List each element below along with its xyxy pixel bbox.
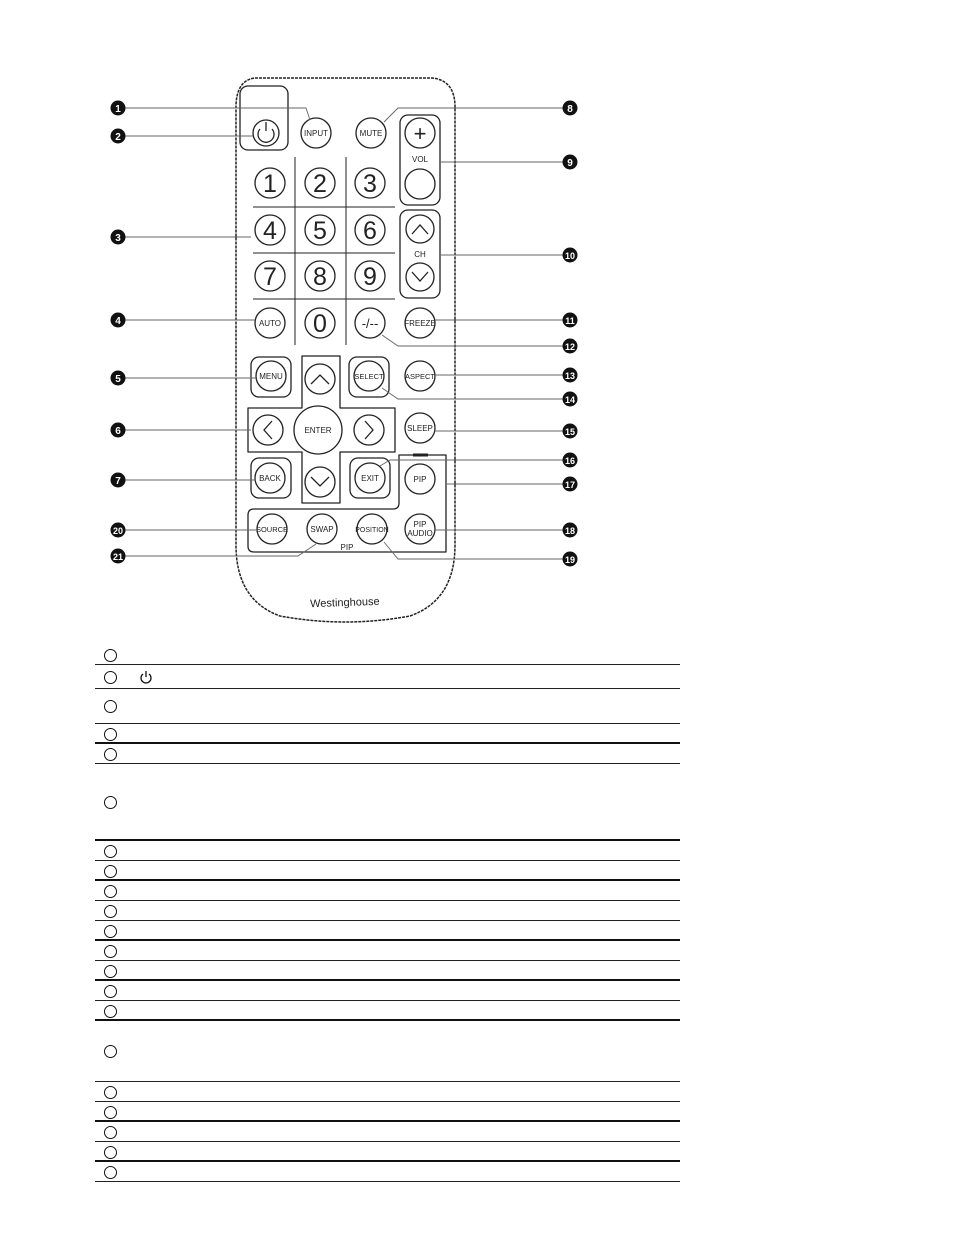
callout-number: 10 xyxy=(564,251,576,261)
digit-label: 3 xyxy=(363,170,377,198)
aspect-button-label: ASPECT xyxy=(404,372,436,381)
enter-button[interactable] xyxy=(294,406,342,454)
enter-button-label: ENTER xyxy=(304,426,332,435)
legend-row xyxy=(95,961,680,981)
chevron-up-icon xyxy=(412,225,428,234)
callout-11 xyxy=(563,313,578,328)
pip-audio-button[interactable] xyxy=(405,514,435,544)
digit-button-1[interactable] xyxy=(255,168,285,198)
swap-button-label: SWAP xyxy=(310,525,334,534)
mute-button[interactable] xyxy=(356,118,386,148)
callout-16 xyxy=(563,453,578,468)
digit-button-7[interactable] xyxy=(255,261,285,291)
power-key-frame xyxy=(240,86,288,150)
callout-21 xyxy=(111,549,126,564)
legend-row xyxy=(95,881,680,901)
volume-up-button[interactable] xyxy=(405,118,435,148)
legend-number-marker xyxy=(104,1166,117,1179)
legend-row xyxy=(95,1082,680,1102)
digit-label: 1 xyxy=(263,170,277,198)
legend-number-marker xyxy=(104,965,117,978)
brand-logo: Westinghouse xyxy=(309,595,380,611)
legend-number-marker xyxy=(104,885,117,898)
back-button[interactable] xyxy=(255,463,285,493)
callout-14 xyxy=(563,392,578,407)
legend-number-marker xyxy=(104,945,117,958)
callout-10 xyxy=(563,248,578,263)
callout-number: 14 xyxy=(564,395,576,405)
digit-button-0[interactable] xyxy=(305,308,335,338)
legend-row xyxy=(95,645,680,665)
legend-row xyxy=(95,764,680,841)
callout-2 xyxy=(111,129,126,144)
digit-label: 0 xyxy=(313,310,327,338)
pip-group-label: PIP xyxy=(340,543,354,552)
legend-number-marker xyxy=(104,1106,117,1119)
legend-row xyxy=(95,689,680,724)
legend-number-marker xyxy=(104,865,117,878)
legend-number-marker xyxy=(104,1126,117,1139)
legend-row xyxy=(95,1142,680,1162)
legend-row xyxy=(95,901,680,921)
legend-row xyxy=(95,1122,680,1142)
source-button-label: SOURCE xyxy=(255,525,289,534)
callout-5 xyxy=(111,371,126,386)
sleep-button[interactable] xyxy=(405,413,435,443)
callout-number: 17 xyxy=(564,480,576,490)
callout-19 xyxy=(563,552,578,567)
position-button[interactable] xyxy=(355,514,388,544)
legend-number-marker xyxy=(104,1005,117,1018)
input-button[interactable] xyxy=(301,118,331,148)
channel-down-button[interactable] xyxy=(406,263,434,291)
legend-row xyxy=(95,1162,680,1182)
callout-9 xyxy=(563,155,578,170)
swap-button[interactable] xyxy=(307,514,337,544)
pip-audio-label-line1: PIP xyxy=(413,520,427,529)
pip-button-label: PIP xyxy=(413,475,427,484)
power-button[interactable] xyxy=(253,120,279,146)
nav-up-button[interactable] xyxy=(305,364,335,394)
legend-number-marker xyxy=(104,671,117,684)
nav-down-button[interactable] xyxy=(305,467,335,497)
power-icon xyxy=(139,670,153,684)
input-button-label: INPUT xyxy=(304,129,328,138)
callout-number: 20 xyxy=(112,526,124,536)
callout-number: 5 xyxy=(115,374,121,385)
digit-button-6[interactable] xyxy=(355,215,385,245)
callout-6 xyxy=(111,423,126,438)
callout-15 xyxy=(563,424,578,439)
legend-row xyxy=(95,841,680,861)
auto-button-label: AUTO xyxy=(258,319,282,328)
digit-label: 2 xyxy=(313,170,327,198)
callout-number: 6 xyxy=(115,426,121,437)
callout-number: 12 xyxy=(564,342,576,352)
legend-row xyxy=(95,744,680,764)
legend-row xyxy=(95,1021,680,1082)
digit-label: 7 xyxy=(263,263,277,291)
legend-row xyxy=(95,861,680,881)
legend-row xyxy=(95,941,680,961)
digit-button-9[interactable] xyxy=(355,261,385,291)
callout-number: 11 xyxy=(565,316,575,326)
legend-number-marker xyxy=(104,748,117,761)
legend-row xyxy=(95,921,680,941)
source-button[interactable] xyxy=(256,514,288,544)
exit-button-label: EXIT xyxy=(361,474,379,483)
callout-number: 8 xyxy=(567,104,573,115)
legend-number-marker xyxy=(104,649,117,662)
callout-number: 18 xyxy=(564,526,576,536)
select-button-label: SELECT xyxy=(354,372,384,381)
callout-3 xyxy=(111,230,126,245)
nav-left-button[interactable] xyxy=(253,415,283,445)
menu-button-label: MENU xyxy=(259,372,283,381)
volume-up-label: + xyxy=(413,121,427,146)
callout-4 xyxy=(111,313,126,328)
button-legend-table xyxy=(95,645,680,1182)
back-button-label: BACK xyxy=(259,474,281,483)
callout-1 xyxy=(111,101,126,116)
legend-number-marker xyxy=(104,845,117,858)
nav-right-button[interactable] xyxy=(354,415,384,445)
chevron-down-icon xyxy=(412,272,428,281)
callout-17 xyxy=(563,477,578,492)
callout-number: 16 xyxy=(564,456,576,466)
menu-button[interactable] xyxy=(256,361,286,391)
legend-row xyxy=(95,981,680,1001)
digit-button-2[interactable] xyxy=(305,168,335,198)
callout-8 xyxy=(563,101,578,116)
aspect-button[interactable] xyxy=(405,361,435,391)
pip-button[interactable] xyxy=(405,464,435,494)
legend-row xyxy=(95,665,680,689)
digit-button-3[interactable] xyxy=(355,168,385,198)
volume-label: VOL xyxy=(411,155,429,164)
select-button[interactable] xyxy=(354,361,384,391)
legend-number-marker xyxy=(104,905,117,918)
callout-number: 4 xyxy=(115,316,121,327)
legend-number-marker xyxy=(104,700,117,713)
dash-button[interactable] xyxy=(355,308,385,338)
callout-20 xyxy=(111,523,126,538)
callout-12 xyxy=(563,339,578,354)
callout-number: 9 xyxy=(567,158,573,169)
callout-number: 2 xyxy=(115,132,121,143)
callout-leader-lines xyxy=(120,108,568,559)
position-button-label: POSITION xyxy=(355,527,389,534)
mute-button-label: MUTE xyxy=(359,129,383,138)
digit-button-8[interactable] xyxy=(305,261,335,291)
digit-label: 4 xyxy=(263,217,277,245)
digit-button-4[interactable] xyxy=(255,215,285,245)
freeze-button-label: FREEZE xyxy=(404,319,436,328)
legend-row xyxy=(95,1102,680,1122)
legend-row xyxy=(95,1001,680,1021)
digit-label: 5 xyxy=(313,217,327,245)
sleep-button-label: SLEEP xyxy=(407,424,433,433)
callout-number: 13 xyxy=(564,371,576,381)
callout-number: 3 xyxy=(115,233,121,244)
digit-label: 9 xyxy=(363,263,377,291)
callout-7 xyxy=(111,473,126,488)
digit-label: 6 xyxy=(363,217,377,245)
callout-number: 1 xyxy=(115,104,121,115)
callout-13 xyxy=(563,368,578,383)
legend-number-marker xyxy=(104,1086,117,1099)
legend-number-marker xyxy=(104,925,117,938)
legend-number-marker xyxy=(104,1045,117,1058)
callout-18 xyxy=(563,523,578,538)
legend-number-marker xyxy=(104,1146,117,1159)
callout-number: 21 xyxy=(112,552,124,562)
pip-audio-label-line2: AUDIO xyxy=(407,529,433,538)
digit-label: 8 xyxy=(313,263,327,291)
exit-button[interactable] xyxy=(355,463,385,493)
dash-button-label: -/-- xyxy=(361,316,379,331)
callout-number: 19 xyxy=(564,555,576,565)
callout-number: 7 xyxy=(115,476,121,487)
callout-number: 15 xyxy=(564,427,576,437)
legend-number-marker xyxy=(104,796,117,809)
digit-button-5[interactable] xyxy=(305,215,335,245)
legend-number-marker xyxy=(104,728,117,741)
legend-number-marker xyxy=(104,985,117,998)
channel-label: CH xyxy=(414,250,426,259)
channel-up-button[interactable] xyxy=(406,215,434,243)
freeze-button[interactable] xyxy=(404,308,436,338)
volume-down-button[interactable] xyxy=(405,169,435,199)
auto-button[interactable] xyxy=(255,308,285,338)
legend-row xyxy=(95,724,680,744)
